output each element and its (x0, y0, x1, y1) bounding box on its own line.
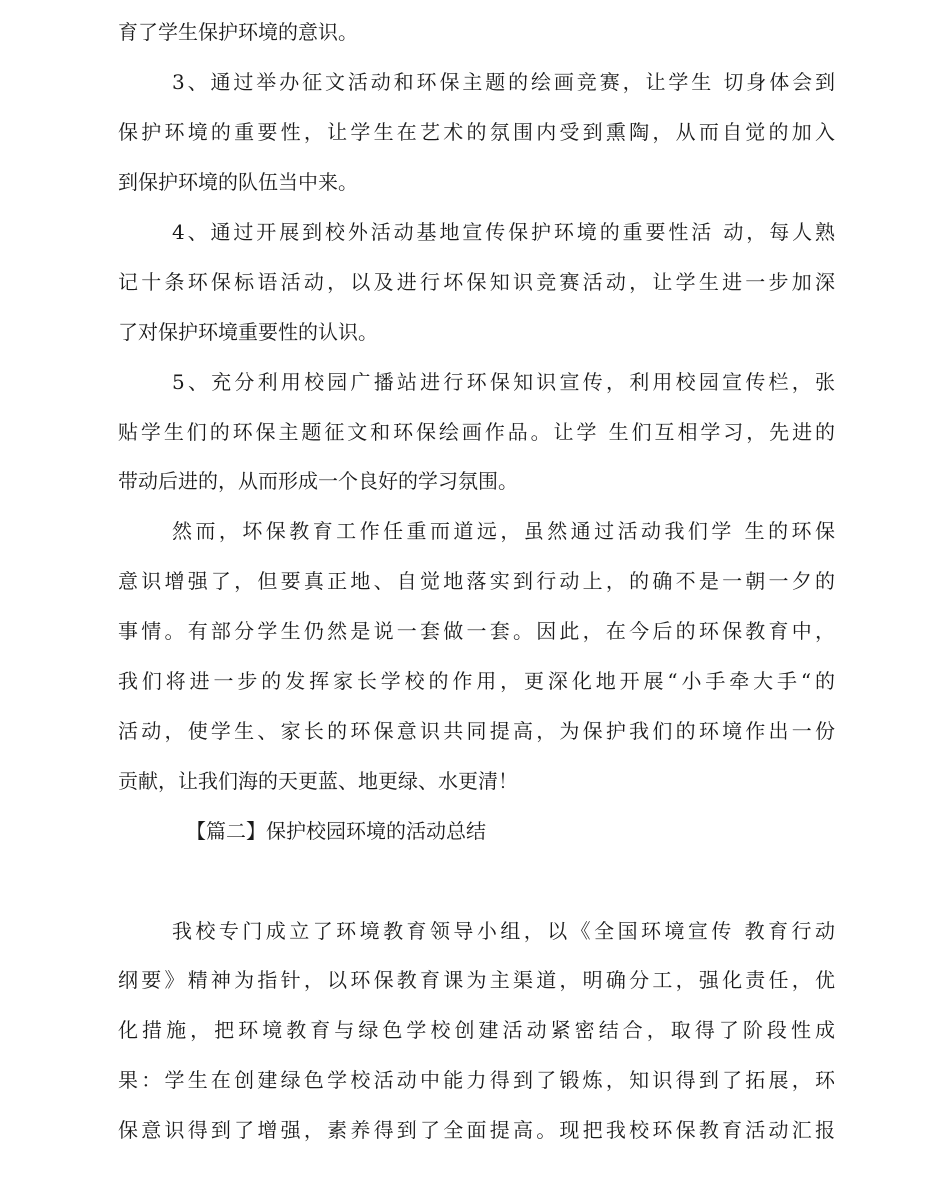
text-line: 贴学生们的环保主题征文和环保绘画作品。让学 生们互相学习，先进的 (118, 420, 835, 444)
text-line: 5、充分利用校园广播站进行环保知识宣传，利用校园宣传栏，张 (172, 370, 835, 394)
text-line: 3、通过举办征文活动和环保主题的绘画竞赛，让学生 切身体会到 (172, 70, 835, 94)
text-line: 纲要》精神为指针，以环保教育课为主渠道，明确分工，强化责任，优 (118, 968, 835, 992)
text-line: 保意识得到了增强，素养得到了全面提高。现把我校环保教育活动汇报 (118, 1118, 835, 1142)
text-line: 育了学生保护环境的意识。 (118, 20, 358, 44)
text-line: 保护环境的重要性，让学生在艺术的氛围内受到熏陶，从而自觉的加入 (118, 120, 835, 144)
text-line: 我们将进一步的发挥家长学校的作用，更深化地开展“小手牵大手“的 (118, 669, 835, 693)
text-line: 到保护环境的队伍当中来。 (118, 170, 358, 194)
text-line: 贡献，让我们海的天更蓝、地更绿、水更清！ (118, 769, 518, 793)
text-line: 4、通过开展到校外活动基地宣传保护环境的重要性活 动，每人熟 (172, 220, 835, 244)
section-heading: 【篇二】保护校园环境的活动总结 (186, 819, 486, 843)
text-line: 带动后进的，从而形成一个良好的学习氛围。 (118, 469, 518, 493)
text-line: 了对保护环境重要性的认识。 (118, 320, 378, 344)
text-line: 我校专门成立了环境教育领导小组，以《全国环境宣传 教育行动 (172, 919, 835, 943)
text-line: 化措施，把环境教育与绿色学校创建活动紧密结合，取得了阶段性成 (118, 1018, 835, 1042)
text-line: 事情。有部分学生仍然是说一套做一套。因此，在今后的环保教育中， (118, 619, 835, 643)
text-line: 活动，使学生、家长的环保意识共同提高，为保护我们的环境作出一份 (118, 719, 835, 743)
text-line: 然而，坏保教育工作任重而道远，虽然通过活动我们学 生的环保 (172, 519, 835, 543)
text-line: 记十条环保标语活动，以及进行坏保知识竞赛活动，让学生进一步加深 (118, 270, 835, 294)
text-line: 果：学生在创建绿色学校活动中能力得到了锻炼，知识得到了拓展，环 (118, 1068, 835, 1092)
text-line: 意识增强了，但要真正地、自觉地落实到行动上，的确不是一朝一夕的 (118, 569, 835, 593)
